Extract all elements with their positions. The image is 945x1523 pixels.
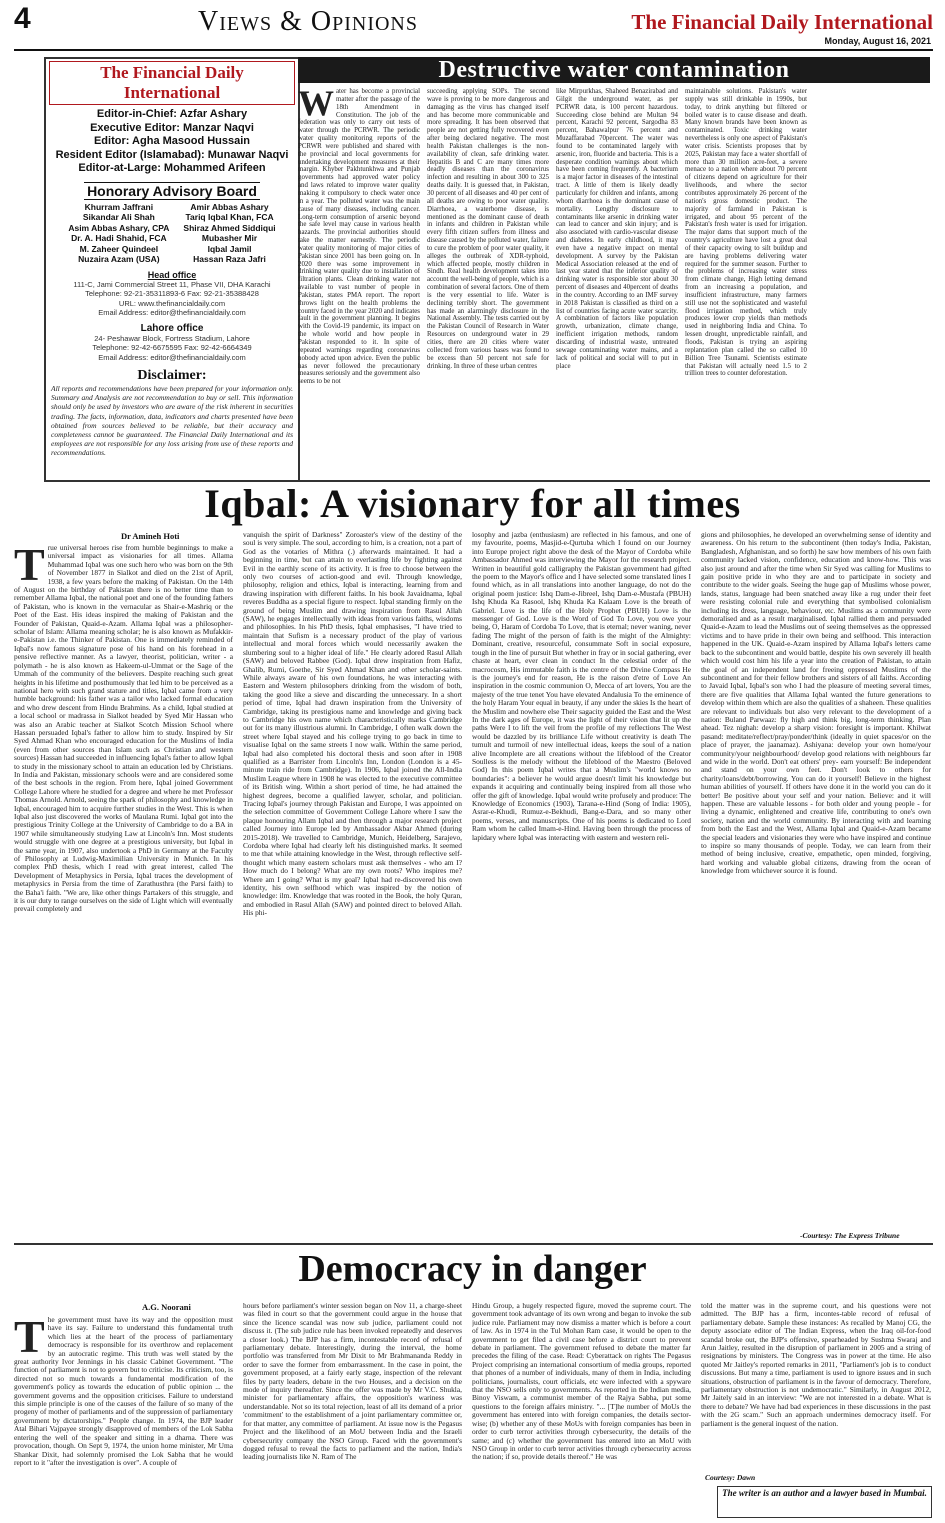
lahore-office-line: Telephone: 92-42-6675595 Fax: 92-42-6664349: [92, 343, 252, 352]
advisory-left-column: [68, 202, 169, 265]
article1-column-text: ater has become a provincial matter after the passage of the 18th Amendment in Constitution. The job of the federation was only to carry out tests of water through the PCRWR. The periodic water quality monitoring reports of the PCRWR were published and shared with the provincial and local governments for undertaking development measures at their margin. Khyber Pakhtunkhwa and Punjab governments had approved water policy and laws related to improve water quality making it compulsory to check water once in a year. The polluted water was the main cause of many diseases, including cancer. Long-term consumption of arsenic beyond the safe level may cause in various health hazards. The provincial authorities should take the matter earnestly. The periodic water quality monitoring of major cities of Pakistan since 2001 has been going on. In 2020 there was some improvement in drinking water quality due to installation of filtration plants. Clean drinking water not available to vast number of people in Pakistan, states PMA report. The report throws light on the health problems the country faced in the year 2020 and indicates fault in the government planning. It begins with the Covid-19 pandemic, its impact on the whole world and how people in Pakistan responded to it. In spite of repeated warnings regarding coronavirus nobody acted upon advice. Even the public has never followed the precautionary measures seriously and the government also seems to be not: [298, 88, 420, 386]
article2-courtesy: -Courtesy: The Express Tribune: [800, 1231, 900, 1240]
head-office-email[interactable]: Email Address: editor@thefinancialdaily.com: [98, 308, 246, 317]
article2-column-text: rue universal heroes rise from humble beginnings to make a universal impact as visionaries for all times. Allama Muhammad Iqbal was one such hero who was born on the 9th of November 1877 in Sialkot and died on the 21st of April, 1938, a few years before the making of Pakistan. On the 14th of August on the birthday of Pakistan there is no better time than to remember Allama Iqbal, the national poet and one of the founding fathers of Pakistan, who is known in the vernacular as Shair-e-Mashriq or the Poet of the East. His ideas inspired the making of Pakistan and the Founder of Pakistan, Quaid-e-Azam. Allama Iqbal was a philosopher-scholar of Islam: Allama meaning scholar; he is also known as Mufakkir-e-Pakistan i.e. the Thinker of Pakistan. One is immediately reminded of Iqbal's now famous signature pose of his hand on his forehead in a pensive reflective manner. As a lawyer, theorist, politician, writer - a polymath - he is also known as Hakeem-ul-Ummat or the Sage of the Ummah of the community of the believers. Despite reaching such great heights in his lifetime and posthumously that led him to be perceived as a national hero with such grand stature and titles, Iqbal came from a very humble background: his father was a tailor who lacked formal education and who drew descent from Hindu Brahmins. As a child, Iqbal studied at a local school or madrassa in Sialkot headed by Syed Mir Hassan who was also an Arabic teacher at Sialkot Scotch Mission School where Hassan persuaded Iqbal's father to allow him to study. Inspired by Sir Syed Ahmad Khan who encouraged education for the Muslims of India (even from other sources than Islam such as Christian and western sources) Hassan had succeeded in influencing Iqbal's father to allow Iqbal to study in the missionary school to attain an education led by Christians. In India and Pakistan, missionary schools were and are considered some of the best schools in the region. From here, Iqbal joined Government College Lahore where he studied for a degree and where he met Professor Thomas Arnold. Arnold, seeing the spark of philosophy and knowledge in Iqbal, encouraged him to acquire further studies in the West. This is when Iqbal also just discovered the works of Maulana Rumi. Iqbal got into the prestigious Trinity College at the University of Cambridge to do a BA in 1907 while simultaneously studying Law at Lincoln's Inn. Most students would struggle with one degree at a prestigious university, but Iqbal in the same year, in 1907, also undertook a PhD in Germany at the Faculty of Philosophy at Ludwig-Maximilian University in Munich. In his complex PhD thesis, which I read with great interest, called The Development of Metaphysics in Persia, Iqbal traces the development of metaphysics in Persia from the time of Zarathusthra (the Parsi faith) to the Baha'i faith. "We are, like other things Partakers of this struggle, and it is our duty to range ourselves on the side of Light which will eventually prevail completely and: [14, 544, 233, 914]
dropcap: T: [14, 544, 45, 590]
head-office-url[interactable]: URL: www.thefinancialdaily.com: [118, 298, 226, 308]
sidebar-masthead: The Financial Daily International: [49, 61, 295, 105]
author-note-box: The writer is an author and a lawyer based in Mumbai.: [717, 1486, 932, 1518]
staff-line: Editor: Agha Masood Hussain: [93, 135, 251, 147]
advisory-member: Amir Abbas Ashary: [190, 201, 269, 212]
head-office-line: Telephone: 92-21-35311893-6 Fax: 92-21-35388428: [85, 289, 259, 298]
article2-column-4: gions and philosophies, he developed an overwhelming sense of identity and awareness. On his return to the subcontinent (then today's India, Pakistan, Bangladesh, Afghanistan, and so forth) he saw how members of his own faith community lacked vision, confidence, education and know-how. This was also just around and after the time when Sir Syed was calling for Muslims to gain positive pride in who they are and to participate in society and contribute to the wider goals. Seeing the huge gap of Muslims whose power, lands, status, language had been snatched away like a rug under their feet were resisting colonial rule and everything that symbolised colonialism including its dress, language, behaviour, etc. Muslims as a community were demoralised and as a result marginalised. Iqbal rallied them and persuaded Quaid-e-Azam to lead the Muslims out of seeing themselves as the oppressed victims and to have pride in their own being and selfhood. This interaction happened in the UK. Quaid-e-Azam inspired by Allama Iqbal's letters came back to the subcontinent and would battle, despite his own severely ill health which would cost him his life a year into the creation of Pakistan, to attain the goal of an independent land for freeing oppressed Muslims of the subcontinent and for their fellow brothers and sisters of all faiths. According to Javaid Iqbal, Iqbal's son who I had the pleasure of meeting several times, there are five qualities that Allama Iqbal wanted the future generations to develop within them which are also the qualities of a shaheen. These qualities are relevant to individuals but also very relevant to the development of a nation: Buland Parwaaz: fly high and think big, long-term thinking. Plan ahead. Tez nighah: develop a sharp vision: foresight is important. Khilwat pasand: meditate/reflect/pray/ponder/think (ideally in quiet spaces/or on the place of prayer, the jaanamaz). Ashiyana: develop your own home/your community/your neighbourhood/ develop good relations with neighbours far and wide in the world. Don't eat others' prey- earn yourself: Be independent and stand on your own feet. Don't look to others for charity/loans/debt/borrowing. You can do it yourself! Believe in the highest human abilities of yourself. If others have done it in the world you can do it better! Be positive about your self and your nation. Believe: and it will happen. These are valuable lessons - for both older and young people - for living a dynamic, enlightened and creative life, contributing to one's own society, nation and the world community. By interacting with and learning from both the East and the West, Allama Iqbal and Quaid-e-Azam became the special leaders and visionaries they were who have inspired and continue to inspire so many thousands of people. Today, we can learn from their method of being inclusive, creative, empathetic, open minded, forgiving, hard working and valuable global citizens, drawing from the ocean of knowledge from whichever source it is found.: [701, 531, 931, 876]
article3-column-1: [14, 1316, 233, 1519]
section-title: Views & Opinions: [198, 6, 418, 37]
article3-column-4: told the matter was in the supreme court, and his questions were not admitted. The BJP has a firm, incontes-table record of refusal of parliamentary debate. Sample these instances: As recalled by Manoj CG, the deputy associate editor of The Indian Express, when the Iraq oil-for-food scandal broke out, the BJP's offensive, spearheaded by Sushma Swaraj and Arun Jaitley, resulted in the disruption of parliament in 2005 and a string of resignations by ministers. The Congress was in power at the time. He also quoted Mr Jaitley's reported remarks in 2011, "Parliament's job is to conduct discussions. But many a time, parliament is used to ignore issues and in such situations, obstruction of parliament is in the favour of democracy. Therefore, parliamentary obstruction is not undemocratic." Similarly, in August 2012, Mr Jaitely said in an interview: "We are not interested in a debate. What is there to debate? We have had bad experiences in these discussions in the past with the 2G scam." Such an approach undermines democracy itself. For parliament is the general inquest of the nation.: [701, 1302, 931, 1428]
dropcap: W: [298, 88, 334, 123]
lahore-office-heading: Lahore office: [140, 322, 204, 334]
head-office-heading: Head office: [147, 269, 197, 280]
article3-column-2: hours before parliament's winter session began on Nov 11, a charge-sheet was filed in court so that the government could argue in the house that since the licence scandal was now sub judice, parliament could not discuss it. (The sub judice rule has been invoked repeatedly and deserves a closer look.) The BJP has a firm, incontestable record of refusal of parliamentary debate. Interestingly, during the interval, the home portfolio was transferred from Mr Dixit to Mr Brahmananda Reddy in order to save the former from embarrassment. In the case in point, the government proposed, at a fairly early stage, inspection of the relevant files by party leaders, debate in the two Houses, and a decision on the mode of inquiry thereafter. Since the offer was made by Mr V.C. Shukla, minister for parliamentary affairs, the opposition's wariness was understandable. Not so its total rejection, least of all its demand of a prior 'commitment' to the establishment of a joint parliamentary committee or, for that matter, any committee of parliament. At issue now is the Pegasus Project and the likelihood of an MoU between India and the Israeli cybersecurity company the NSO Group. Faced with the government's dogged refusal to reveal the facts to parliament and the nation, India's leading journalists like N. Ram of The: [243, 1302, 462, 1462]
advisory-right-column: [183, 202, 275, 265]
article2-column-1: [14, 544, 233, 1241]
article1-title: Destructive water contamination: [298, 57, 930, 83]
advisory-member: Shiraz Ahmed Siddiqui: [183, 222, 276, 233]
staff-line: Editor-in-Chief: Azfar Ashary: [96, 108, 248, 120]
article3-courtesy: Courtesy: Dawn: [705, 1473, 756, 1482]
lahore-office-email[interactable]: Email Address: editor@thefinancialdaily.com: [98, 352, 246, 362]
advisory-member: Mubasher Mir: [201, 233, 258, 243]
article1-column-4: maintainable solutions. Pakistan's water supply was still drinkable in 1990s, but today, to drink anything but filtered or boiled water is to cause disease and death. Many known brands have been known as contaminated. Toxic drinking water nevertheless is only one aspect of Pakistan's water crisis. Scientists proposes that by 2025, Pakistan may face a water shortfall of more than 30 million acre-feet, a severe menace to a nation where about 70 percent of citizens depend on agriculture for their livelihoods, and where the sector contributes approximately 26 percent of the nation's gross domestic product. The majority of farmland in Pakistan is irrigated, and about 95 percent of the Pakistan's fresh water is used for irrigation. The major dams that support much of the country's agriculture have lost a great deal of their capacity owing to silt buildup and are having problems delivering water required for the summer season. Further to the problems of increasing water stress from climate change, High letting demand from an increasing a population, and insufficient infrastructure, many farmers still use not the sophisticated and wasteful flood irrigation method, which truly produces lower crop yields than methods used in neighboring India and China. To lessen drought, unpredictable rainfall, and floods, Pakistan is trying an aspiring replantation plan called the so called 10 Billion Tree Tsunami. Scientists estimate that Pakistan will actually need 1.5 to 2 trillion trees to counter deforestation.: [685, 88, 807, 378]
advisory-member: Tariq Iqbal Khan, FCA: [185, 212, 274, 222]
article1-column-3: like Mirpurkhas, Shaheed Benazirabad and Gilgit the underground water, as per PCRWR data, is 100 percent hazardous. Succeeding close behind are Multan 94 percent, Karachi 92 percent, Sargodha 83 percent, Bahawalpur 76 percent and Muzaffarabad 70percent. The water was found to be contaminated largely with arsenic, iron, fluoride and bacteria. This is a desperate condition warnings about which have been coming frequently. A bacterium is a major factor in diseases of the intestinal tract. A little of them is likely deadly particularly for children and infants, among whom diarrhoea is the dominant cause of mortality. Lengthy disclosure to contaminants like arsenic in drinking water can lead to cancer and skin injury; and is also associated with cardio-vascular disease and diabetes. In early childhood, it may even have a negative impact on mental development. A survey by the Pakistan Medical Association released at the end of last year stated that the inferior quality of drinking water is responsible stor about 30 percent of diseases and 40percent of deaths in the country. According to an IMF survey in 2018 Pakistan is classified as third on a list of countries facing acute water scarcity. A combination of factors like population growth, urbanization, climate change, inefficient irrigation methods, random discarding of industrial waste, untreated sewage contaminating water mains, and a lack of political and social will to put in place: [556, 88, 678, 370]
advisory-heading: Honorary Advisory Board: [84, 182, 260, 200]
staff-line: Editor-at-Large: Mohammed Arifeen: [78, 162, 266, 174]
advisory-member: Asim Abbas Ashary, CPA: [68, 222, 170, 233]
advisory-member: Khurram Jaffrani: [84, 201, 154, 212]
article2-byline: Dr Amineh Hoti: [121, 531, 180, 541]
advisory-member: M. Zaheer Quindeel: [79, 243, 159, 254]
head-office-line: 111-C, Jami Commercial Street 11, Phase VII, DHA Karachi: [73, 279, 271, 289]
article3-title: Democracy in danger: [298, 1248, 647, 1290]
dropcap: T: [14, 1316, 45, 1362]
article1-column-2: succeeding applying SOPs. The second wave is proving to be more dangerous and damaging as the virus has changed itself and has become more communicable and more spreading. It has been observed that people are not getting fully recovered even after being declared negative. The most health Pakistan challenges is the non-availability of clean, safe drinking water. Hepatitis B and C are many times more deadly diseases than the coronavirus infection and resulting in about 300 to 325 deaths daily. It is guessed that, in Pakistan, 30 percent of all diseases and 40 per cent of all deaths are owing to poor water quality. Diarrhoea, a waterborne disease, is mentioned as the dominant cause of death in infants and children in Pakistan while every fifth citizen suffers from illness and disease caused by the polluted water, failure to cure the problem of poor water quality, it alleges the outbreak of XDR-typhoid, which affected people, mostly children in Sindh. Real health development takes into account the well-being of people, which is a combination of several factors. One of them is the very essential to life. Water is declining terribly short. The government has made an alarmingly disclosure in the National Assembly. The tests carried out by the Pakistan Council of Research in Water Resources on underground water in 29 cities, there are 20 cities where water collected from various bases was found to be excess than 50 percent not safe for drinking. In three of these urban centres: [427, 88, 549, 370]
article1-column-1: [298, 88, 420, 476]
disclaimer-heading: Disclaimer:: [137, 368, 207, 383]
article2-title: Iqbal: A visionary for all times: [204, 481, 741, 526]
advisory-board: [46, 202, 298, 265]
staff-line: Executive Editor: Manzar Naqvi: [90, 121, 254, 134]
advisory-member: Hassan Raza Jafri: [193, 254, 266, 264]
masthead-title: The Financial Daily International: [631, 10, 933, 34]
staff-line: Resident Editor (Islamabad): Munawar Naqvi: [55, 148, 289, 161]
staff-list: [46, 108, 298, 176]
article3-column-text: he government must have its way and the opposition must have its say. Failure to understand this fundamental truth which lies at the heart of the process of parliamentary democracy is responsible for its overthrow and replacement by an autocratic regime. This truth was well stated by the great authority Ivor Jennings in his classic Cabinet Government. "The function of parliament is not to govern but to criticise. Its criticism, too, is directed not so much towards a fundamental modification of the government's policy as towards the education of public opinion ... the government governs and the opposition criticises. Failure to understand this simple principle is one of the causes of the failure of so many of the progeny of mother of parliaments and of the suppression of parliamentary government by dictatorships." People change. In 1974, the BJP leader Atal Bihari Vajpayee strongly disapproved of members of the Lok Sabha entering the well of the speaker and sitting in a dharna. There was provocation, though. On Sept 9, 1974, the union home minister, Mr Uma Shankar Dixit, had solemnly promised the Lok Sabha that he would report to it "after the investigation is over". A couple of: [14, 1316, 233, 1467]
article3-column-3: Hindu Group, a hugely respected figure, moved the supreme court. The government took advantage of its own wrong and began to invoke the sub judice rule. Parliament may now dismiss a matter which is before a court of law. As in 1974 in the Tul Mohan Ram case, it would be open to the government to get filed a civil case before a district court to prevent debate in parliament. The government refused to debate the matter far precedes the filing of the case. Read: Cyberattack on rights The Pegasus Project comprising an international consortium of media groups, reported that phones of a number of individuals, many of them in India, including politicians, journalists, court officials, etc were infected with a spyware that the NSO sells only to governments. As reported in the Indian media, Binoy Viswam, a communist member of the Rajya Sabha, put some questions to the foreign affairs ministry. "... [T]he number of MoUs the government has entered into with foreign companies, the details sector-wise; (b) whether any of these MoUs with foreign companies has been in order to curb terror activities through cybersecurity, the details of the same; and (c) whether the government has entered into an MoU with NSO Group in order to curb terror activities through cybersecurity across the nation; if so, provide details thereof." He was: [472, 1302, 691, 1462]
disclaimer-text: All reports and recommendations have been prepared for your information only. Summary and Analysis are not recommendation to buy or sell. This information should only be used by investors who are aware of the risk inherent in securities trading. The facts, information, data, indicators and charts presented have been obtained from sources believed to be reliable, but their accuracy and completeness cannot be guaranteed. The Financial Daily International and its employees are not responsible for any loss arising from use of these reports and recommendations.: [51, 384, 293, 458]
header-date: Monday, August 16, 2021: [824, 36, 931, 46]
advisory-member: Iqbal Jamil: [207, 243, 252, 254]
article2-column-2: vanquish the spirit of Darkness" Zoroaster's view of the destiny of the soul is very simple. The soul, according to him, is a creation, not a part of God as the votaries of Mithra (.) afterwards maintained. It had a beginning in time, but can attain to everlasting life by fighting against Evil in the earthly scene of its activity. It is free to choose between the only two courses of action-good and evil. Through knowledge, philosophy, religion and ethics, Iqbal is interacting, learning from and drawing inspiration with different faiths. In his book Javaidnama, Iqbal reveres Buddha as a special figure to respect. Iqbal standing firmly on the ground of being Muslim and drawing inspiration from Rasul Allah (SAW), he engages intellectually with ideas from various faiths, wisdoms and philosophies. In his PhD thesis, Iqbal emphasises, "I have tried to maintain that Sufism is a necessary product of the play of various intellectual and moral forces which would necessarily awaken the slumbering soul to a higher ideal of life." He clearly adored Rasul Allah (SAW) and beloved Rabbee (God). Iqbal drew inspiration from Hafiz, Ghalib, Rumi, Goethe, Sir Syed Ahmad Khan and other scholar-saints. While always aware of his own foundations, he was interacting with Eastern and Western philosophers drinking from the wisdom of both, taking the good like a sieve and discarding the unnecessary. In a short period of time, Iqbal had drawn inspiration from the University of Cambridge, taking its prestigious name and knowledge and giving back to Cambridge his own name which characteristically marks Cambridge out for its many illustrious alumni. In Cambridge, I often walk down the street where Iqbal stayed and his college trying to go back in time to visualise Iqbal on the same streets I now walk. Within the same period, Iqbal had also completed his doctoral thesis and soon after in 1908 qualified as a Barrister from Lincoln's Inn, London (London is a 45-minute train ride from Cambridge). In 1906, Iqbal joined the All-India Muslim League where in 1908 he was elected to the executive committee of its British wing. Within a short period of time, he had attained the highest degrees, become a qualified lawyer, scholar, and politician. Tracing Iqbal's journey through Pakistan and Europe, I was appointed on the selection committee of Government College Lahore where I saw the plaque honouring Allam Iqbal and then through a major research project called Journey into Europe led by Ambassador Akbar Ahmed (during 2015-2018). We travelled to Cambridge, Munich, Heidelberg, Sarajevo, Cordoba where Iqbal had clearly left his distinguished marks. It seemed to me that while attaining knowledge in the West, through reflective self-thought which many eastern scholars must ask themselves - who am I? How much do I belong? What are my own roots? Who inspires me? Where am I going? What is my goal? Iqbal had re-discovered his own identity, his own selfhood which was inspired by the notion of knowledge: ilm. Knowledge that was rooted in the Book, the holy Quran, and embodied in Rasul Allah (SAW) and pointed direct to beloved Allah. His phi-: [243, 531, 462, 918]
advisory-member: Sikandar Ali Shah: [82, 212, 155, 222]
lahore-office-line: 24- Peshawar Block, Fortress Stadium, Lahore: [94, 333, 250, 343]
advisory-member: Dr. A. Hadi Shahid, FCA: [71, 233, 167, 243]
article-divider: [14, 1243, 933, 1245]
editorial-sidebar: [44, 57, 300, 482]
article2-column-3: losophy and jazba (enthusiasm) are reflected in his famous, and one of my favourite, poems, Masjid-e-Qurtuba which I found on our Journey into Europe project right above the desk of the Mayor of Cordoba while Ambassador Ahmed was interviewing the Mayor for the research project. Written in beautiful gold calligraphy the Pakistan government had gifted the poem to the Mayor's office and I have selected some translated lines I found which, as in all translations into another language, do not do the original poem justice: Ishq Dam-e-Jibreel, Ishq Dam-e-Mustafa (PBUH) Ishq Khuda Ka Rasool, Ishq Khuda Ka Kalaam Love is the breath of Gabriel. Love is the life of the Holy Prophet (PBUH) Love is the messenger of God. Love is the Word of God To Love, you owe your being, O, Haram of Cordoba To Love, that is eternal; never waning, never fading The might of the person of faith is the might of the Almighty: Dominant, creative, resourceful, consummate Soft in social exposure, tough in the line of pursuit But whether in fray or in social gathering, ever chaste at heart, ever clean in conduct In the celestial order of the macrocosm, His immutable faith is the centre of the Divine Compass He is the journey's end for reason, He is the raison d'etre of Love An inspiration in the cosmic communion O, Mecca of art lovers, You are the majesty of the true tenet You have elevated Andalusia To the eminence of the holy Haram Your equal in beauty, if any under the skies Is the heart of the Muslim and nowhere else Their sagacity guided the East and the West In the dark ages of Europe, it was the light of their vision that lit up the paths Were I to lift the veil from the profile of my reflections The West would be dazzled by its brilliance Life without creativity is death The tumult and turmoil of new intellectual ideas, keeps the soul of a nation alive Incomplete are all creations without the lifeblood of the Creator Soulless is the melody without the lifeblood of the Maestro (Beloved God) In this poem Iqbal writes that a Muslim's "world knows no boundaries": a believer he would argue doesn't limit his knowledge but expands it acquiring and continually being inspired from all those who offer the gift of knowledge. Iqbal would write profusely and produce: The Knowledge of Economics (1903), Tarana-e-Hind (Song of India: 1905), Asrar-e-Khudi, Rumuz-e-Bekhudi, Bang-e-Dara, and so many other poems, verses, and manuscripts. One of his poems is dedicated to Lord Ram whom he called Imam-e-Hind. Having been through the process of lapidary where Iqbal was interacting with eastern and western reli-: [472, 531, 691, 842]
page-number: 4: [14, 2, 31, 35]
advisory-member: Nuzaira Azam (USA): [78, 254, 160, 264]
header-rule: [14, 49, 933, 51]
article3-byline: A.G. Noorani: [142, 1302, 191, 1312]
